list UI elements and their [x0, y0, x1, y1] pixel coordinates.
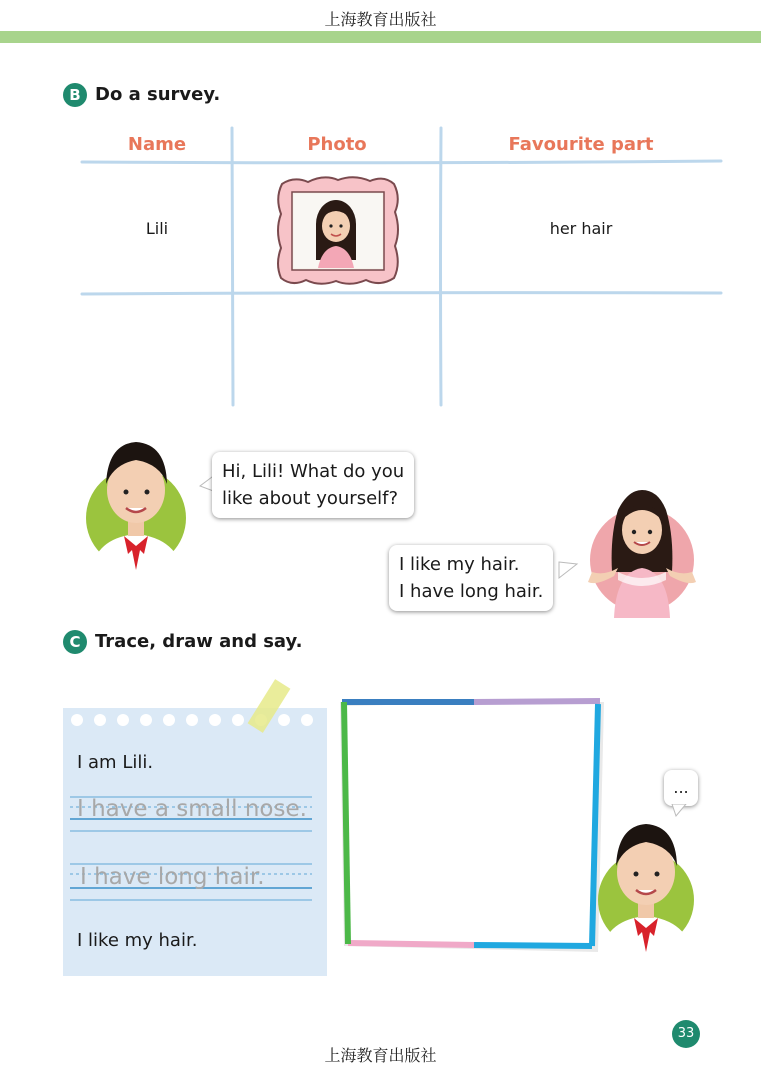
- boy-thought-bubble: [664, 770, 698, 806]
- thought-ellipsis: ...: [673, 778, 689, 797]
- section-c-badge: C: [63, 630, 87, 654]
- page-number: 33: [672, 1020, 700, 1048]
- boy-avatar: [84, 434, 192, 576]
- table-header-favourite-part: Favourite part: [508, 134, 654, 155]
- section-b-title: Do a survey.: [95, 84, 221, 105]
- photo-frame-girl: [274, 174, 402, 288]
- girl-speech-line-2: I have long hair.: [399, 581, 544, 602]
- boy-avatar-2: [594, 816, 702, 958]
- table-cell-favourite-part: her hair: [549, 219, 613, 238]
- note-line-4: I like my hair.: [77, 930, 198, 951]
- section-b-badge: B: [63, 83, 87, 107]
- trace-sentence-1: I have a small nose.: [77, 796, 307, 822]
- note-line-1: I am Lili.: [77, 752, 154, 773]
- boy-speech-line-1: Hi, Lili! What do you: [222, 461, 405, 482]
- trace-sentence-2: I have long hair.: [80, 864, 265, 890]
- girl-speech-bubble: [389, 545, 553, 611]
- girl-bubble-tail: [557, 560, 579, 582]
- girl-speech-line-1: I like my hair.: [399, 554, 520, 575]
- publisher-footer: 上海教育出版社: [324, 1046, 437, 1065]
- tape-strip: [246, 676, 292, 736]
- table-header-photo: Photo: [307, 134, 367, 155]
- section-c-title: Trace, draw and say.: [95, 631, 303, 652]
- drawing-frame[interactable]: [334, 694, 610, 956]
- table-cell-name: Lili: [145, 219, 169, 238]
- girl-avatar: [578, 476, 702, 618]
- table-header-name: Name: [127, 134, 187, 155]
- publisher-header: 上海教育出版社: [324, 10, 437, 29]
- boy-speech-bubble: [212, 452, 414, 518]
- boy-speech-line-2: like about yourself?: [222, 488, 399, 509]
